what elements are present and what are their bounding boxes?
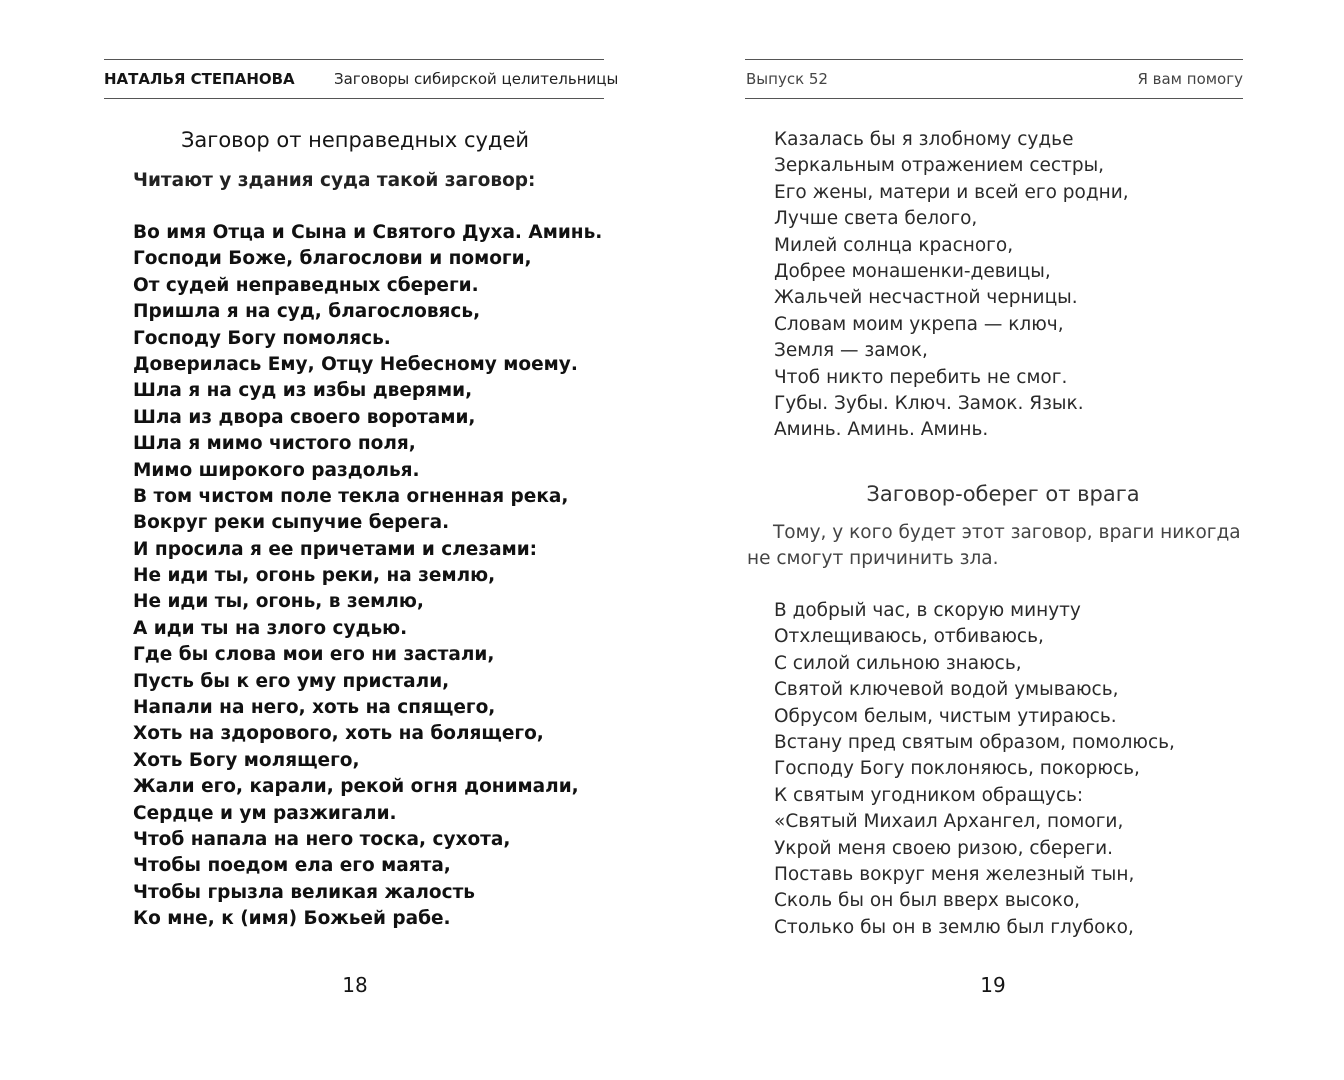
verse-line: Сколь бы он был вверх высоко, [774, 890, 1081, 912]
verse-line: Поставь вокруг меня железный тын, [774, 863, 1135, 885]
header-rule-top [104, 59, 604, 60]
verse-line: От судей неправедных сбереги. [133, 274, 479, 296]
verse-line: «Святый Михаил Архангел, помоги, [774, 811, 1124, 833]
verse-line: Отхлещиваюсь, отбиваюсь, [774, 626, 1044, 648]
verse-line: Словам моим укрепа — ключ, [774, 313, 1064, 335]
verse-line: Святой ключевой водой умываюсь, [774, 679, 1119, 701]
verse-line: Столько бы он в землю был глубоко, [774, 916, 1134, 938]
verse-block [133, 220, 602, 933]
intro-line: Тому, у кого будет этот заговор, враги никогда [773, 522, 1241, 543]
verse-line: Казалась бы я злобному судье [774, 129, 1074, 150]
section-title: Заговор от неправедных судей [180, 128, 530, 152]
verse-line: Во имя Отца и Сына и Святого Духа. Аминь. [133, 222, 603, 243]
verse-line: Милей солнца красного, [774, 234, 1014, 256]
verse-line: Аминь. Аминь. Аминь. [774, 419, 989, 441]
verse-line: Где бы слова мои его ни застали, [133, 644, 495, 666]
verse-line: Шла я на суд из избы дверями, [133, 380, 473, 402]
verse-line: Земля — замок, [774, 340, 928, 362]
verse-line: Чтобы поедом ела его маята, [133, 855, 451, 877]
verse-line: С силой сильною знаюсь, [774, 652, 1022, 674]
verse-line: Сердце и ум разжигали. [133, 802, 397, 824]
verse-line: Жальчей несчастной черницы. [774, 287, 1078, 309]
verse-line: Добрее монашенки-девицы, [774, 260, 1051, 282]
verse-line: И просила я ее причетами и слезами: [133, 538, 538, 560]
verse-line: Укрой меня своею ризою, сбереги. [774, 837, 1114, 859]
verse-line: Жали его, карали, рекой огня донимали, [133, 776, 579, 798]
page-number: 19 [980, 973, 1006, 997]
header-rule-bottom [745, 98, 1243, 99]
verse-line: Господу Богу помолясь. [133, 327, 391, 349]
verse-line: Пришла я на суд, благословясь, [133, 301, 481, 323]
verse-line: Шла я мимо чистого поля, [133, 433, 416, 455]
verse-line: Чтобы грызла великая жалость [133, 881, 475, 903]
verse-line: В том чистом поле текла огненная река, [133, 485, 569, 507]
verse-line: Чтоб никто перебить не смог. [774, 366, 1068, 388]
verse-line: Хоть Богу молящего, [133, 749, 360, 771]
header-rule-top [745, 59, 1243, 60]
series-number: Выпуск 52 [746, 70, 828, 88]
verse-line: Напали на него, хоть на спящего, [133, 697, 496, 719]
verse-line: Мимо широкого раздолья. [133, 459, 420, 481]
intro-text [747, 520, 1241, 573]
book-title: Заговоры сибирской целительницы [334, 70, 619, 88]
verse-block [774, 598, 1175, 941]
author-name: НАТАЛЬЯ СТЕПАНОВА [104, 70, 295, 88]
intro-text [133, 168, 535, 194]
verse-line: Господи Боже, благослови и помоги, [133, 248, 532, 270]
header-rule-bottom [104, 98, 604, 99]
series-title: Я вам помогу [1137, 70, 1243, 88]
verse-line: Не иди ты, огонь, в землю, [133, 591, 424, 613]
verse-line: Зеркальным отражением сестры, [774, 155, 1105, 177]
intro-line: Читают у здания суда такой заговор: [133, 170, 536, 191]
verse-line: Встану пред святым образом, помолюсь, [774, 731, 1175, 753]
verse-continued-block [774, 127, 1129, 444]
verse-line: Доверилась Ему, Отцу Небесному моему. [133, 353, 578, 375]
verse-line: Ко мне, к (имя) Божьей рабе. [133, 908, 451, 930]
verse-line: Лучше света белого, [774, 208, 978, 230]
verse-line: Шла из двора своего воротами, [133, 406, 476, 428]
intro-line: не смогут причинить зла. [747, 548, 999, 570]
verse-line: В добрый час, в скорую минуту [774, 600, 1081, 621]
page-number: 18 [342, 973, 368, 997]
verse-line: Его жены, матери и всей его родни, [774, 181, 1129, 203]
verse-line: Губы. Зубы. Ключ. Замок. Язык. [774, 392, 1084, 414]
verse-line: А иди ты на злого судью. [133, 617, 408, 639]
verse-line: Господу Богу поклоняюсь, покорюсь, [774, 758, 1140, 780]
section-title: Заговор-оберег от врага [866, 482, 1140, 506]
verse-line: Не иди ты, огонь реки, на землю, [133, 565, 496, 587]
verse-line: Хоть на здорового, хоть на болящего, [133, 723, 544, 745]
verse-line: К святым угодником обращусь: [774, 784, 1084, 806]
verse-line: Обрусом белым, чистым утираюсь. [774, 705, 1117, 727]
verse-line: Пусть бы к его уму пристали, [133, 670, 450, 692]
verse-line: Вокруг реки сыпучие берега. [133, 512, 450, 534]
verse-line: Чтоб напала на него тоска, сухота, [133, 828, 511, 850]
